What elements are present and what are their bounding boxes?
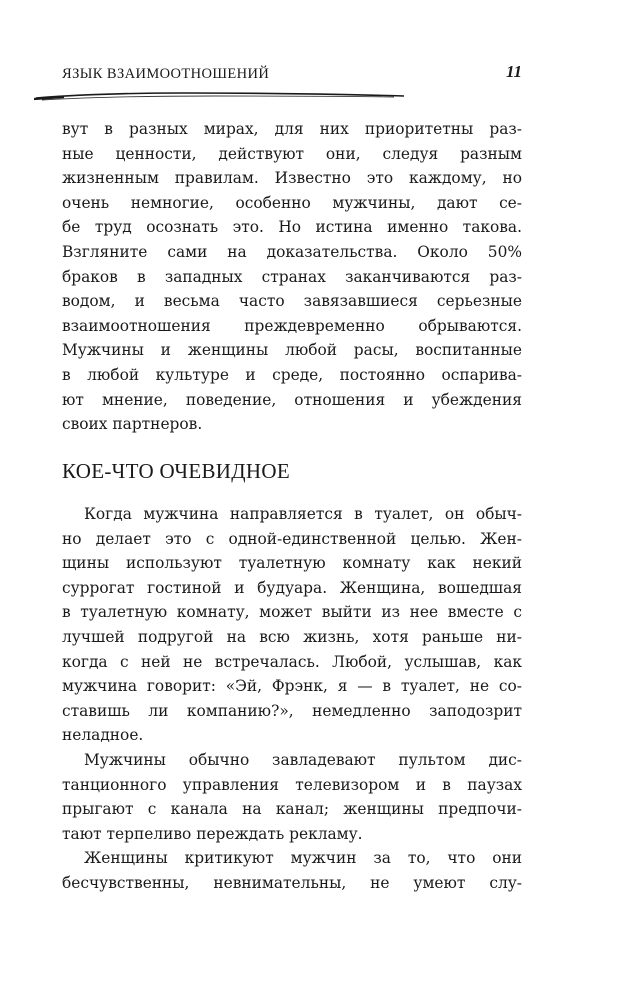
text-line: своих партнеров.: [62, 415, 203, 434]
text-line: бе труд осознать это. Но истина именно такова.: [62, 218, 522, 237]
body-paragraph-4: [62, 846, 522, 895]
body-paragraph-2: [62, 502, 522, 748]
body-paragraph-3: [62, 748, 522, 846]
text-line: но делает это с одной-единственной целью. Жен-: [62, 529, 522, 548]
text-line: взаимоотношения преждевременно обрываются.: [62, 316, 522, 335]
text-line: бесчувственны, невнимательны, не умеют слу-: [62, 873, 522, 892]
text-line: ставишь ли компанию?», немедленно заподозрит: [62, 701, 522, 720]
text-line: прыгают с канала на канал; женщины предпочи-: [62, 800, 522, 819]
text-line: неладное.: [62, 726, 144, 745]
text-line: когда с ней не встречалась. Любой, услышав, как: [62, 652, 522, 671]
text-line: мужчина говорит: «Эй, Фрэнк, я — в туалет, не со-: [62, 677, 522, 696]
text-line: щины используют туалетную комнату как некий: [62, 554, 522, 573]
text-line: в любой культуре и среде, постоянно оспарива-: [62, 365, 522, 384]
text-line: Взгляните сами на доказательства. Около 50%: [62, 242, 522, 261]
text-line: браков в западных странах заканчиваются раз-: [62, 267, 522, 286]
text-line: жизненным правилам. Известно это каждому, но: [62, 169, 522, 188]
text-line: ные ценности, действуют они, следуя разным: [62, 144, 522, 163]
text-line: Женщины критикуют мужчин за то, что они: [84, 849, 522, 867]
body-paragraph-1: [62, 117, 522, 437]
header-rule-line: [34, 84, 406, 108]
section-heading: КОЕ-ЧТО ОЧЕВИДНОЕ: [62, 459, 290, 483]
text-line: Мужчины и женщины любой расы, воспитанные: [62, 341, 522, 360]
text-line: тают терпеливо переждать рекламу.: [62, 824, 363, 843]
text-line: Мужчины обычно завладевают пультом дис-: [84, 751, 522, 769]
text-line: лучшей подругой на всю жизнь, хотя раньше ни-: [62, 627, 522, 646]
text-line: вут в разных мирах, для них приоритетны раз-: [62, 120, 522, 138]
text-line: в туалетную комнату, может выйти из нее вместе с: [62, 603, 522, 622]
text-line: очень немногие, особенно мужчины, дают се-: [62, 193, 522, 212]
page-number: 11: [505, 62, 522, 81]
text-line: водом, и весьма часто завязавшиеся серьезные: [62, 292, 522, 311]
text-line: суррогат гостиной и будуара. Женщина, вошедшая: [62, 578, 522, 597]
text-line: Когда мужчина направляется в туалет, он обыч-: [84, 505, 522, 523]
text-line: танционного управления телевизором и в паузах: [62, 775, 522, 794]
running-head: ЯЗЫК ВЗАИМООТНОШЕНИЙ: [62, 66, 270, 82]
text-line: ют мнение, поведение, отношения и убеждения: [62, 390, 522, 409]
